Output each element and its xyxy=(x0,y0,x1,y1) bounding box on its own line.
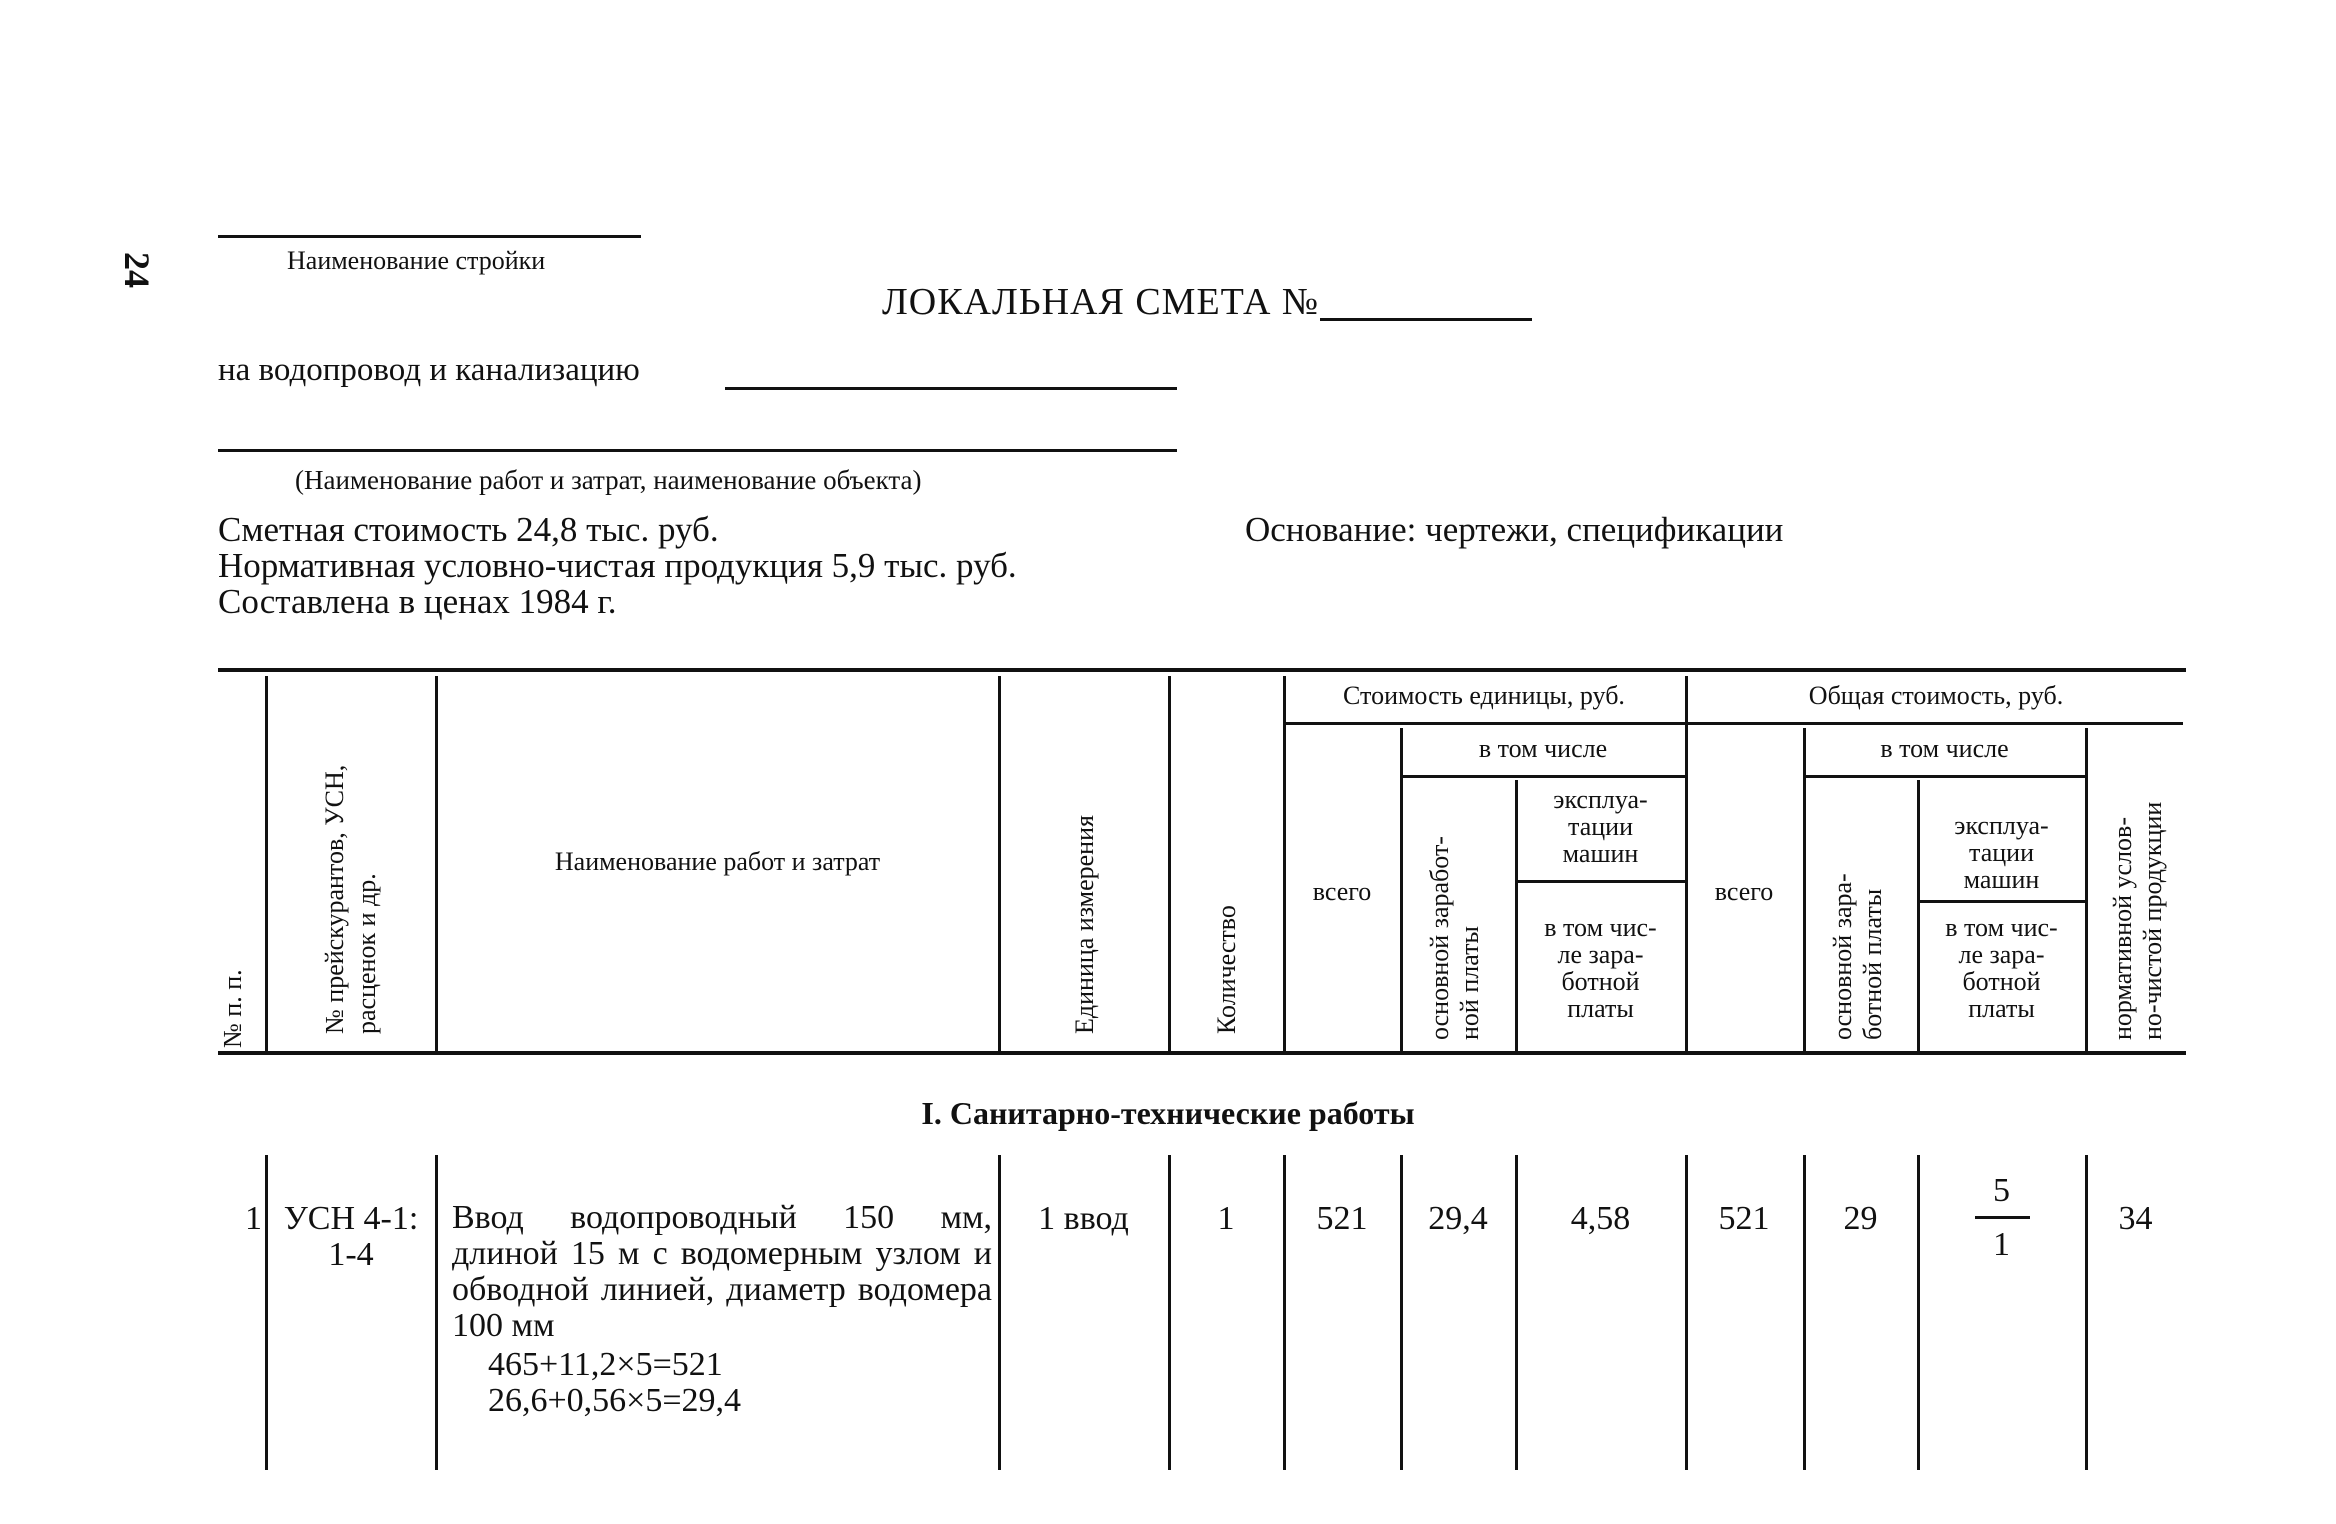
net-product: Нормативная условно-чистая продукция 5,9 тыс. руб. xyxy=(218,546,1017,585)
header-total-total: всего xyxy=(1714,877,1774,906)
row-quantity: 1 xyxy=(1217,1200,1235,1237)
site-name-label: Наименование стройки xyxy=(287,246,546,275)
header-text: ле зара- xyxy=(1958,940,2045,969)
table-top-rule xyxy=(218,668,2186,672)
estimated-cost: Сметная стоимость 24,8 тыс. руб. xyxy=(218,510,719,549)
header-separator xyxy=(2085,728,2088,1051)
header-subrule xyxy=(1283,722,1685,725)
header-text: в том чис- xyxy=(1945,913,2058,942)
header-subrule xyxy=(1515,880,1685,883)
row-total: 521 xyxy=(1718,1200,1770,1237)
fraction-bar xyxy=(1975,1216,2030,1219)
subtitle-line xyxy=(725,387,1177,390)
header-separator xyxy=(1168,676,1171,1051)
row-code-1: УСН 4-1: xyxy=(283,1200,419,1237)
header-text: эксплуа- xyxy=(1954,811,2049,840)
header-separator xyxy=(1685,676,1688,1051)
header-separator xyxy=(998,676,1001,1051)
row-calc-1: 465+11,2×5=521 xyxy=(488,1346,723,1383)
row-description: Ввод водопроводный 150 мм, длиной 15 м с водомерным узлом и обводной линией, диаметр водомера 100 мм xyxy=(452,1199,992,1344)
section-title: I. Санитарно-технические работы xyxy=(921,1095,1415,1131)
document-title: ЛОКАЛЬНАЯ СМЕТА № xyxy=(882,281,1320,323)
row-unit: 1 ввод xyxy=(1038,1200,1129,1237)
header-unit-cost: Стоимость единицы, руб. xyxy=(1343,681,1625,710)
header-total-machine xyxy=(1920,812,2083,893)
header-unit-including: в том числе xyxy=(1478,734,1608,763)
header-unit-total: всего xyxy=(1312,877,1372,906)
header-total-machine-wage xyxy=(1920,914,2083,1022)
header-separator xyxy=(435,676,438,1051)
header-text: ботной xyxy=(1561,967,1640,996)
header-unit-basic-wage-2: ной платы xyxy=(1455,926,1484,1040)
header-unit-machine xyxy=(1518,786,1683,867)
row-machine-denominator: 1 xyxy=(1993,1226,2010,1263)
header-text: машин xyxy=(1963,865,2040,894)
header-num: № п. п. xyxy=(218,969,247,1048)
site-name-line xyxy=(218,235,641,238)
body-separator xyxy=(265,1155,268,1470)
header-text: платы xyxy=(1968,994,2035,1023)
header-text: тации xyxy=(1969,838,2034,867)
header-text: ботной xyxy=(1962,967,2041,996)
row-num: 1 xyxy=(245,1200,262,1237)
header-text: машин xyxy=(1562,839,1639,868)
header-text: ле зара- xyxy=(1557,940,1644,969)
header-work-name: Наименование работ и затрат xyxy=(554,847,881,876)
header-norm-net-2: но-чистой продукции xyxy=(2138,801,2167,1040)
row-unit-wage: 29,4 xyxy=(1428,1200,1488,1237)
price-year: Составлена в ценах 1984 г. xyxy=(218,582,617,621)
document-subtitle: на водопровод и канализацию xyxy=(218,352,640,388)
header-total-cost: Общая стоимость, руб. xyxy=(1808,681,2064,710)
header-unit-basic-wage-1: основной заработ- xyxy=(1425,836,1454,1040)
row-calc-2: 26,6+0,56×5=29,4 xyxy=(488,1382,742,1419)
header-subrule xyxy=(1917,900,2085,903)
row-unit-machine: 4,58 xyxy=(1570,1200,1631,1237)
header-subrule xyxy=(1803,775,2085,778)
header-text: эксплуа- xyxy=(1553,785,1648,814)
header-subrule xyxy=(1400,775,1685,778)
table-header-bottom-rule xyxy=(218,1051,2186,1055)
header-norm-net-1: нормативной услов- xyxy=(2108,817,2137,1040)
header-text: тации xyxy=(1568,812,1633,841)
row-total-wage: 29 xyxy=(1843,1200,1878,1237)
title-number-line xyxy=(1320,318,1532,321)
page-number: 24 xyxy=(117,252,157,288)
header-total-including: в том числе xyxy=(1880,734,2009,763)
basis: Основание: чертежи, спецификации xyxy=(1245,510,1784,549)
header-separator xyxy=(1283,676,1286,1051)
header-subrule xyxy=(1688,722,2183,725)
row-norm-net: 34 xyxy=(2118,1200,2153,1237)
header-pricelist-2: расценок и др. xyxy=(352,873,381,1034)
header-unit-machine-wage xyxy=(1518,914,1683,1022)
body-separator xyxy=(435,1155,438,1470)
object-name-line xyxy=(218,449,1177,452)
header-pricelist-1: № прейскурантов, УСН, xyxy=(320,764,349,1034)
header-unit: Единица измерения xyxy=(1070,815,1099,1034)
header-total-basic-wage-1: основной зара- xyxy=(1828,873,1857,1040)
header-text: в том чис- xyxy=(1544,913,1657,942)
header-quantity: Количество xyxy=(1212,905,1241,1034)
row-code-2: 1-4 xyxy=(328,1236,374,1273)
header-text: платы xyxy=(1567,994,1634,1023)
row-unit-total: 521 xyxy=(1316,1200,1368,1237)
header-total-basic-wage-2: ботной платы xyxy=(1858,888,1887,1040)
object-caption: (Наименование работ и затрат, наименование объекта) xyxy=(295,465,922,495)
row-machine-numerator: 5 xyxy=(1993,1172,2010,1209)
header-separator xyxy=(265,676,268,1051)
